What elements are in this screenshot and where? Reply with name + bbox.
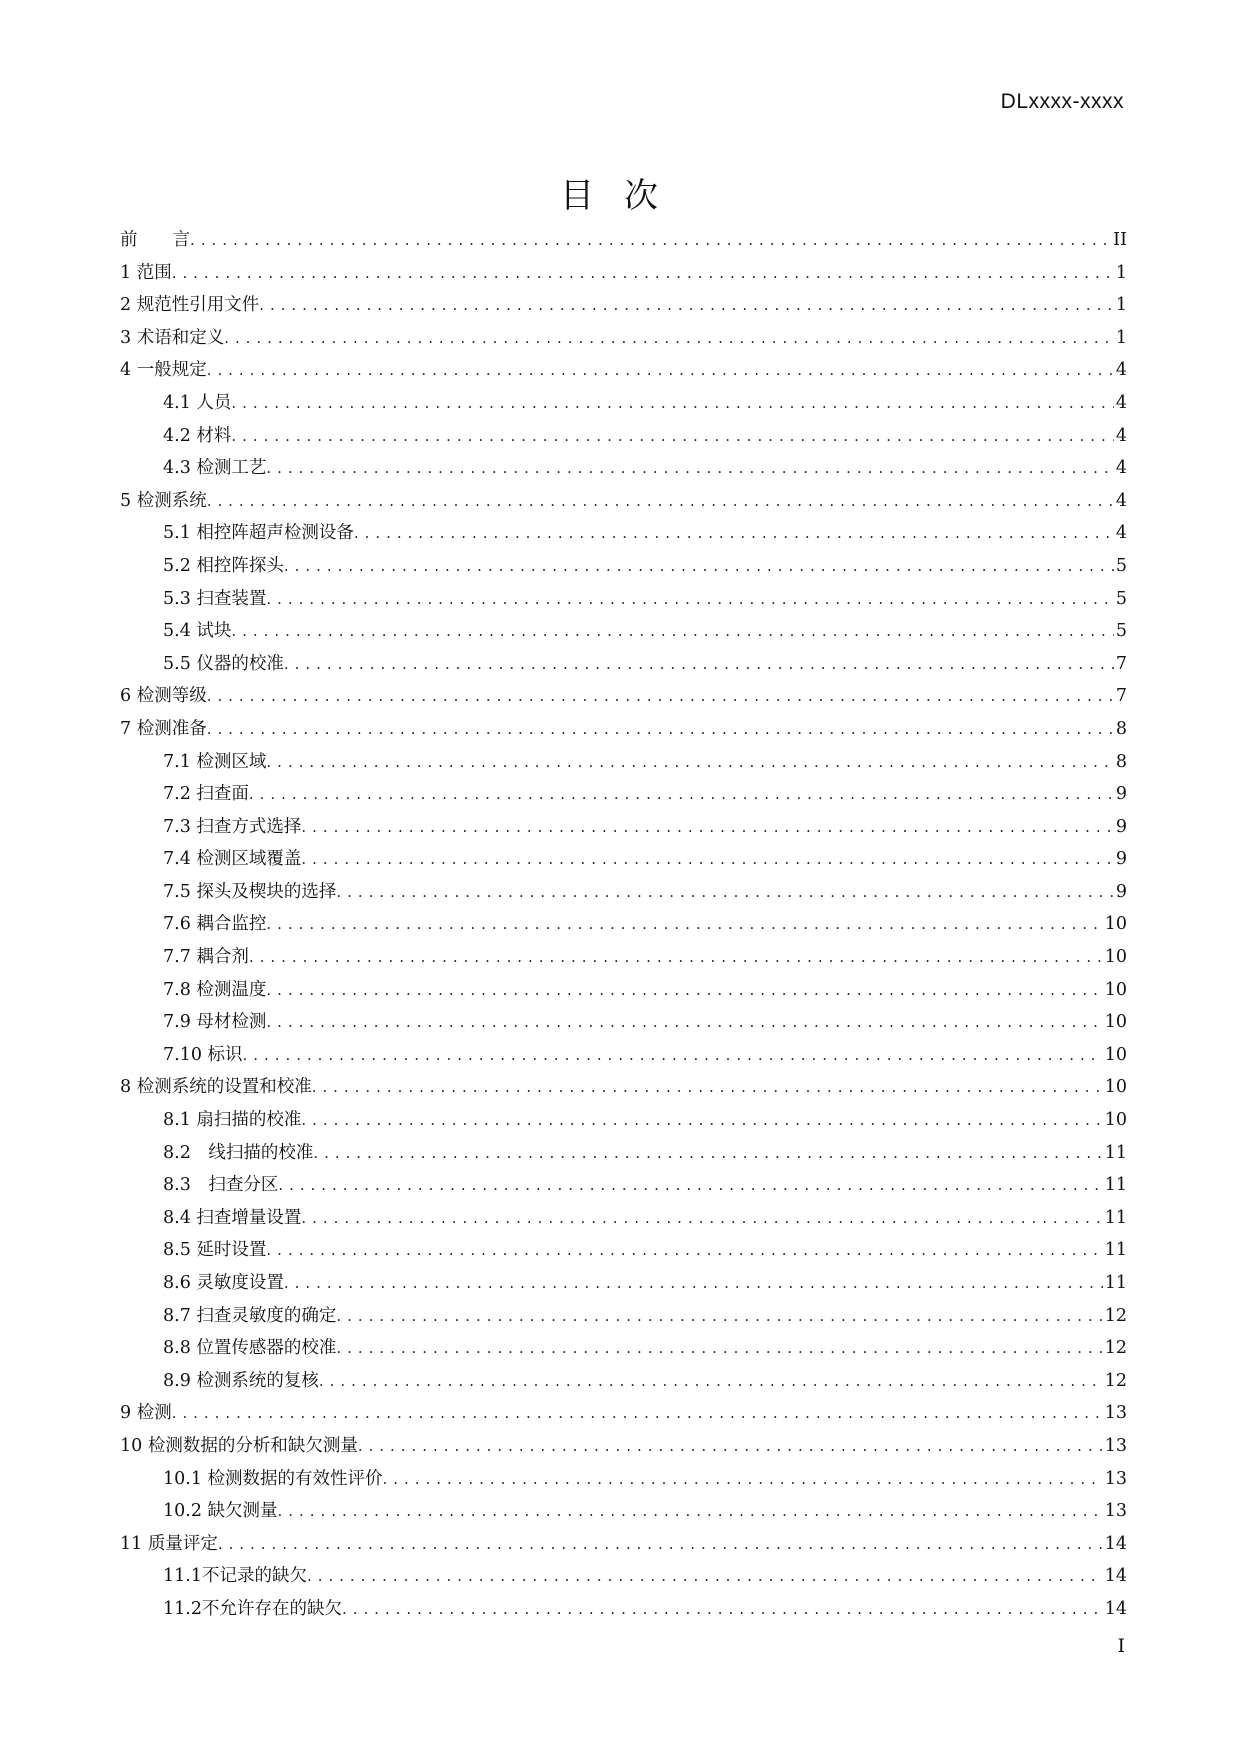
- toc-entry-page: 13: [1104, 1403, 1127, 1424]
- toc-entry[interactable]: [120, 452, 1127, 485]
- toc-entry[interactable]: [120, 1560, 1127, 1593]
- toc-entry-label: 4.3 检测工艺: [163, 458, 267, 479]
- toc-entry-page: 14: [1104, 1533, 1127, 1554]
- toc-entry-label: 11.1不记录的缺欠: [163, 1566, 307, 1587]
- toc-entry[interactable]: [120, 778, 1127, 811]
- page-title: 目次: [560, 176, 688, 216]
- toc-entry[interactable]: [120, 1006, 1127, 1039]
- toc-entry[interactable]: [120, 680, 1127, 713]
- toc-leader-dots: [190, 224, 1111, 257]
- toc-entry[interactable]: [120, 257, 1127, 290]
- toc-leader-dots: [284, 550, 1114, 583]
- toc-entry-page: 11: [1104, 1142, 1127, 1163]
- toc-entry[interactable]: [120, 746, 1127, 779]
- toc-entry-page: 11: [1104, 1207, 1127, 1228]
- toc-leader-dots: [266, 908, 1102, 941]
- toc-leader-dots: [218, 1528, 1103, 1561]
- toc-entry-page: 5: [1115, 588, 1127, 609]
- toc-entry[interactable]: [120, 1495, 1127, 1528]
- toc-entry-label: 8.7 扫查灵敏度的确定: [163, 1305, 337, 1326]
- toc-entry-label: 5.3 扫查装置: [163, 588, 267, 609]
- toc-leader-dots: [243, 1039, 1103, 1072]
- toc-entry-label: 1 范围: [120, 262, 172, 283]
- toc-entry-label: 5 检测系统: [120, 490, 207, 511]
- toc-entry-page: 4: [1115, 523, 1127, 544]
- toc-leader-dots: [358, 1430, 1103, 1463]
- toc-leader-dots: [301, 843, 1113, 876]
- toc-entry-label: 8.9 检测系统的复核: [163, 1370, 319, 1391]
- toc-entry[interactable]: [120, 485, 1127, 518]
- toc-entry-page: 10: [1104, 914, 1127, 935]
- toc-entry-page: 7: [1115, 653, 1127, 674]
- toc-leader-dots: [307, 1560, 1103, 1593]
- toc-entry[interactable]: [120, 1300, 1127, 1333]
- toc-leader-dots: [266, 1006, 1102, 1039]
- toc-entry-label: 8 检测系统的设置和校准: [120, 1077, 312, 1098]
- toc-entry-page: 12: [1104, 1305, 1127, 1326]
- toc-leader-dots: [284, 1267, 1103, 1300]
- toc-leader-dots: [336, 1300, 1102, 1333]
- toc-entry-page: 14: [1104, 1566, 1127, 1587]
- toc-entry[interactable]: [120, 224, 1127, 257]
- toc-entry[interactable]: [120, 1593, 1127, 1626]
- toc-entry-page: 11: [1104, 1273, 1127, 1293]
- toc-entry[interactable]: [120, 583, 1127, 616]
- toc-entry-label: 7.5 探头及楔块的选择: [163, 881, 337, 902]
- toc-entry-label: 7.2 扫查面: [163, 784, 249, 805]
- toc-entry-page: 10: [1104, 1044, 1127, 1065]
- toc-entry[interactable]: [120, 420, 1127, 453]
- toc-entry-label: 7.10 标识: [163, 1044, 243, 1065]
- toc-entry-page: 11: [1104, 1175, 1127, 1196]
- toc-leader-dots: [319, 1365, 1103, 1398]
- toc-entry-label: 7.7 耦合剂: [163, 947, 249, 968]
- toc-entry-label: 3 术语和定义: [120, 327, 225, 348]
- toc-entry-page: 12: [1104, 1338, 1127, 1359]
- toc-entry-label: 4.1 人员: [163, 392, 232, 413]
- toc-leader-dots: [259, 289, 1114, 322]
- toc-entry-page: 4: [1115, 490, 1127, 511]
- toc-entry[interactable]: [120, 1137, 1127, 1170]
- toc-entry-label: 8.3 扫查分区: [163, 1175, 279, 1196]
- toc-entry-label: 7.3 扫查方式选择: [163, 816, 302, 837]
- toc-entry-page: 10: [1104, 979, 1127, 1000]
- document-code: DLxxxx-xxxx: [1000, 90, 1124, 113]
- toc-entry[interactable]: [120, 1202, 1127, 1235]
- toc-entry[interactable]: [120, 1039, 1127, 1072]
- toc-leader-dots: [231, 420, 1113, 453]
- toc-entry-page: 1: [1115, 295, 1127, 316]
- toc-entry-label: 5.4 试块: [163, 621, 232, 642]
- toc-entry[interactable]: [120, 1169, 1127, 1202]
- toc-leader-dots: [284, 648, 1114, 681]
- toc-entry-label: 8.6 灵敏度设置: [163, 1273, 284, 1293]
- toc-entry-page: 4: [1115, 425, 1127, 446]
- toc-entry-label: 4 一般规定: [120, 360, 207, 381]
- toc-entry[interactable]: [120, 1430, 1127, 1463]
- toc-entry[interactable]: [120, 615, 1127, 648]
- toc-leader-dots: [301, 1104, 1102, 1137]
- toc-entry[interactable]: [120, 1528, 1127, 1561]
- toc-leader-dots: [336, 876, 1113, 909]
- toc-entry[interactable]: [120, 908, 1127, 941]
- toc-entry-label: 11 质量评定: [120, 1533, 218, 1554]
- toc-entry-page: 10: [1104, 1077, 1127, 1098]
- toc-leader-dots: [231, 615, 1113, 648]
- toc-entry-page: 4: [1115, 392, 1127, 413]
- toc-leader-dots: [207, 680, 1114, 713]
- toc-entry[interactable]: [120, 550, 1127, 583]
- toc-leader-dots: [383, 1463, 1103, 1496]
- toc-leader-dots: [354, 517, 1114, 550]
- toc-entry[interactable]: [120, 354, 1127, 387]
- toc-entry[interactable]: [120, 322, 1127, 355]
- toc-entry-page: II: [1113, 230, 1127, 250]
- toc-entry-page: 13: [1104, 1501, 1127, 1522]
- toc-entry-label: 8.4 扫查增量设置: [163, 1207, 302, 1228]
- toc-entry-page: 14: [1104, 1598, 1127, 1619]
- toc-entry-label: 8.2 线扫描的校准: [163, 1142, 314, 1163]
- toc-leader-dots: [172, 1397, 1103, 1430]
- toc-entry-label: 前 言: [120, 230, 190, 250]
- toc-entry[interactable]: [120, 974, 1127, 1007]
- toc-leader-dots: [342, 1593, 1103, 1626]
- toc-entry[interactable]: [120, 1463, 1127, 1496]
- toc-leader-dots: [207, 713, 1114, 746]
- toc-entry-page: 11: [1104, 1240, 1127, 1261]
- toc-entry-label: 8.8 位置传感器的校准: [163, 1338, 337, 1359]
- toc-leader-dots: [312, 1071, 1103, 1104]
- toc-entry-page: 5: [1115, 555, 1127, 576]
- toc-leader-dots: [313, 1137, 1102, 1170]
- toc-entry[interactable]: [120, 811, 1127, 844]
- toc-entry-page: 4: [1115, 458, 1127, 479]
- toc-entry[interactable]: [120, 876, 1127, 909]
- toc-entry-page: 12: [1104, 1370, 1127, 1391]
- toc-entry-label: 10 检测数据的分析和缺欠测量: [120, 1435, 358, 1456]
- toc-leader-dots: [207, 485, 1114, 518]
- toc-leader-dots: [249, 941, 1103, 974]
- toc-leader-dots: [278, 1169, 1102, 1202]
- toc-entry[interactable]: [120, 1332, 1127, 1365]
- toc-entry-label: 7.8 检测温度: [163, 979, 267, 1000]
- toc-entry-label: 4.2 材料: [163, 425, 232, 446]
- toc-entry-page: 1: [1115, 262, 1127, 283]
- toc-entry[interactable]: [120, 941, 1127, 974]
- toc-leader-dots: [301, 1202, 1102, 1235]
- toc-leader-dots: [266, 583, 1113, 616]
- toc-entry-page: 13: [1104, 1435, 1127, 1456]
- toc-entry-label: 11.2不允许存在的缺欠: [163, 1598, 342, 1619]
- toc-entry-page: 8: [1115, 751, 1127, 772]
- toc-entry-page: 1: [1115, 327, 1127, 348]
- toc-entry-label: 8.1 扇扫描的校准: [163, 1110, 302, 1131]
- toc-entry-page: 4: [1115, 360, 1127, 381]
- toc-entry-label: 8.5 延时设置: [163, 1240, 267, 1261]
- toc-entry-page: 10: [1104, 1110, 1127, 1131]
- toc-entry[interactable]: [120, 843, 1127, 876]
- toc-entry-label: 7.9 母材检测: [163, 1012, 267, 1033]
- toc-leader-dots: [301, 811, 1113, 844]
- toc-leader-dots: [266, 974, 1102, 1007]
- toc-entry-label: 7.4 检测区域覆盖: [163, 849, 302, 870]
- toc-entry-page: 5: [1115, 621, 1127, 642]
- toc-entry-label: 10.1 检测数据的有效性评价: [163, 1468, 383, 1489]
- toc-entry-label: 7.1 检测区域: [163, 751, 267, 772]
- toc-entry[interactable]: [120, 713, 1127, 746]
- toc-entry-label: 5.5 仪器的校准: [163, 653, 284, 674]
- toc-entry[interactable]: [120, 648, 1127, 681]
- toc-entry[interactable]: [120, 1267, 1127, 1300]
- toc-entry[interactable]: [120, 1397, 1127, 1430]
- toc-leader-dots: [249, 778, 1114, 811]
- toc-entry[interactable]: [120, 1365, 1127, 1398]
- toc-entry-page: 7: [1115, 686, 1127, 707]
- toc-entry-label: 2 规范性引用文件: [120, 295, 260, 316]
- toc-leader-dots: [266, 452, 1113, 485]
- toc-entry[interactable]: [120, 1071, 1127, 1104]
- toc-entry-page: 9: [1115, 816, 1127, 837]
- toc-entry-page: 13: [1104, 1468, 1127, 1489]
- toc-leader-dots: [231, 387, 1113, 420]
- toc-entry-page: 9: [1115, 881, 1127, 902]
- toc-entry[interactable]: [120, 289, 1127, 322]
- toc-leader-dots: [172, 257, 1114, 290]
- toc-entry-page: 10: [1104, 947, 1127, 968]
- toc-entry-label: 10.2 缺欠测量: [163, 1501, 278, 1522]
- toc-entry[interactable]: [120, 1104, 1127, 1137]
- toc-entry-label: 9 检测: [120, 1403, 172, 1424]
- toc-leader-dots: [266, 1234, 1102, 1267]
- toc-leader-dots: [336, 1332, 1102, 1365]
- toc-entry-page: 9: [1115, 784, 1127, 805]
- toc-leader-dots: [224, 322, 1114, 355]
- toc-entry-label: 7.6 耦合监控: [163, 914, 267, 935]
- toc-entry-label: 6 检测等级: [120, 686, 207, 707]
- toc-entry[interactable]: [120, 1234, 1127, 1267]
- toc-leader-dots: [266, 746, 1113, 779]
- toc-leader-dots: [207, 354, 1114, 387]
- toc-entry[interactable]: [120, 517, 1127, 550]
- toc-entry[interactable]: [120, 387, 1127, 420]
- toc-entry-label: 5.2 相控阵探头: [163, 555, 284, 576]
- toc-entry-page: 10: [1104, 1012, 1127, 1033]
- toc-entry-page: 9: [1115, 849, 1127, 870]
- toc-entry-label: 7 检测准备: [120, 718, 207, 739]
- toc-leader-dots: [278, 1495, 1103, 1528]
- toc-entry-label: 5.1 相控阵超声检测设备: [163, 523, 354, 544]
- table-of-contents: [120, 224, 1127, 1626]
- page-number: I: [1117, 1635, 1125, 1657]
- toc-entry-page: 8: [1115, 718, 1127, 739]
